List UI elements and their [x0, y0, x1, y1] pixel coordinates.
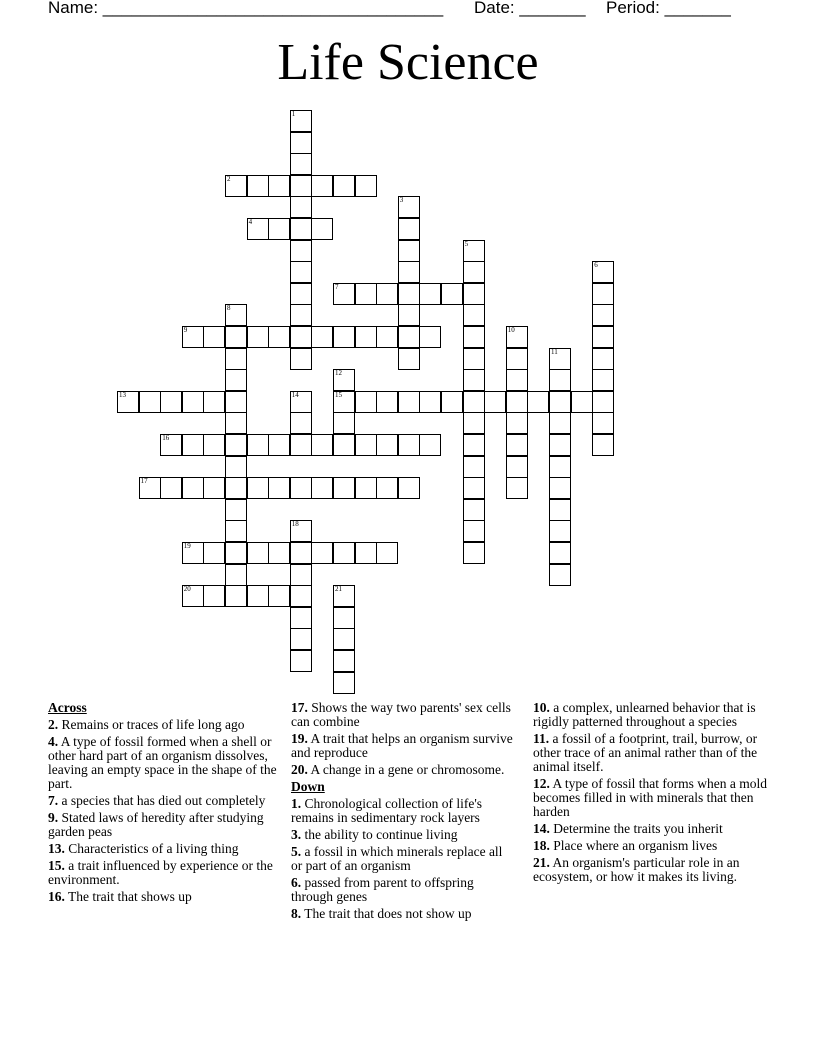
grid-cell[interactable] — [139, 477, 161, 499]
clue-item — [48, 890, 288, 904]
grid-cell[interactable] — [506, 348, 528, 370]
clue-item — [291, 732, 517, 760]
grid-cell[interactable] — [290, 110, 312, 132]
grid-cell[interactable] — [290, 412, 312, 434]
clue-item — [48, 859, 288, 887]
grid-cell[interactable] — [160, 434, 182, 456]
grid-cell[interactable] — [592, 391, 614, 413]
down-heading: Down — [291, 779, 325, 794]
clue-item — [48, 842, 288, 856]
clue-text: a complex, unlearned behavior that is rigidly patterned throughout a species — [533, 700, 756, 729]
grid-cell[interactable] — [549, 348, 571, 370]
grid-cell[interactable] — [290, 304, 312, 326]
grid-cell[interactable] — [182, 391, 204, 413]
clue-text: A trait that helps an organism survive and reproduce — [291, 731, 513, 760]
grid-cell[interactable] — [355, 391, 377, 413]
clue-text: Stated laws of heredity after studying garden peas — [48, 810, 264, 839]
grid-cell[interactable] — [139, 391, 161, 413]
clue-item — [291, 763, 517, 777]
clue-item — [533, 732, 773, 774]
grid-cell[interactable] — [592, 326, 614, 348]
grid-cell[interactable] — [268, 326, 290, 348]
grid-cell[interactable] — [333, 283, 355, 305]
grid-cell[interactable] — [268, 434, 290, 456]
grid-cell[interactable] — [419, 326, 441, 348]
clue-number: 6. — [291, 875, 302, 890]
clue-number: 5. — [291, 844, 302, 859]
grid-cell[interactable] — [592, 261, 614, 283]
grid-cell[interactable] — [506, 477, 528, 499]
clue-number: 7. — [48, 793, 59, 808]
grid-cell[interactable] — [398, 240, 420, 262]
clue-number: 16. — [48, 889, 65, 904]
clue-number-label: 14 — [291, 390, 299, 399]
grid-cell[interactable] — [290, 196, 312, 218]
grid-cell[interactable] — [484, 391, 506, 413]
grid-cell[interactable] — [333, 628, 355, 650]
clue-number: 2. — [48, 717, 59, 732]
clue-text: a species that has died out completely — [58, 793, 266, 808]
grid-cell[interactable] — [247, 542, 269, 564]
grid-cell[interactable] — [549, 542, 571, 564]
clue-item — [291, 876, 517, 904]
clue-number: 9. — [48, 810, 59, 825]
grid-cell[interactable] — [268, 218, 290, 240]
grid-cell[interactable] — [355, 283, 377, 305]
grid-cell[interactable] — [203, 391, 225, 413]
clue-number-label: 8 — [227, 304, 231, 313]
grid-cell[interactable] — [225, 175, 247, 197]
grid-cell[interactable] — [571, 391, 593, 413]
grid-cell[interactable] — [441, 391, 463, 413]
clue-number-label: 20 — [183, 585, 191, 594]
grid-cell[interactable] — [419, 283, 441, 305]
grid-cell[interactable] — [398, 434, 420, 456]
clue-text: Shows the way two parents' sex cells can combine — [291, 700, 511, 729]
grid-cell[interactable] — [398, 196, 420, 218]
clue-number-label: 21 — [335, 585, 342, 594]
clue-number: 18. — [533, 838, 550, 853]
grid-cell[interactable] — [549, 520, 571, 542]
grid-cell[interactable] — [333, 369, 355, 391]
grid-cell[interactable] — [376, 326, 398, 348]
grid-cell[interactable] — [225, 477, 247, 499]
clue-number: 13. — [48, 841, 65, 856]
clue-item — [48, 811, 288, 839]
grid-cell[interactable] — [182, 477, 204, 499]
grid-cell[interactable] — [592, 348, 614, 370]
clue-number: 3. — [291, 827, 302, 842]
grid-cell[interactable] — [225, 369, 247, 391]
grid-cell[interactable] — [290, 326, 312, 348]
grid-cell[interactable] — [527, 391, 549, 413]
clues-column-3 — [533, 701, 773, 887]
grid-cell[interactable] — [592, 434, 614, 456]
grid-cell[interactable] — [463, 240, 485, 262]
grid-cell[interactable] — [592, 369, 614, 391]
grid-cell[interactable] — [247, 218, 269, 240]
clue-text: A type of fossil formed when a shell or other hard part of an organism dissolves, leaving an empty space in the shape of the part. — [48, 734, 277, 791]
grid-cell[interactable] — [311, 477, 333, 499]
grid-cell[interactable] — [247, 326, 269, 348]
clue-number: 12. — [533, 776, 550, 791]
clue-number-label: 19 — [183, 542, 191, 550]
grid-cell[interactable] — [333, 175, 355, 197]
grid-cell[interactable] — [398, 477, 420, 499]
grid-cell[interactable] — [247, 175, 269, 197]
grid-cell[interactable] — [117, 391, 139, 413]
grid-cell[interactable] — [463, 499, 485, 521]
clue-number: 20. — [291, 762, 308, 777]
clue-number: 10. — [533, 700, 550, 715]
clue-text: A change in a gene or chromosome. — [307, 762, 505, 777]
clue-number-label: 13 — [119, 390, 126, 399]
grid-cell[interactable] — [225, 434, 247, 456]
grid-cell[interactable] — [592, 304, 614, 326]
grid-cell[interactable] — [398, 326, 420, 348]
grid-cell[interactable] — [355, 326, 377, 348]
grid-cell[interactable] — [592, 283, 614, 305]
grid-cell[interactable] — [376, 391, 398, 413]
grid-cell[interactable] — [182, 542, 204, 564]
grid-cell[interactable] — [268, 477, 290, 499]
grid-cell[interactable] — [463, 326, 485, 348]
grid-cell[interactable] — [333, 607, 355, 629]
grid-cell[interactable] — [268, 542, 290, 564]
clue-number: 11. — [533, 731, 550, 746]
grid-cell[interactable] — [290, 283, 312, 305]
clue-text: A type of fossil that forms when a mold becomes filled in with minerals that then harden — [533, 776, 767, 819]
grid-cell[interactable] — [398, 304, 420, 326]
grid-cell[interactable] — [549, 456, 571, 478]
clue-item — [533, 777, 773, 819]
clue-text: The trait that does not show up — [301, 906, 472, 921]
grid-cell[interactable] — [549, 391, 571, 413]
clue-number: 14. — [533, 821, 550, 836]
grid-cell[interactable] — [311, 175, 333, 197]
clue-text: a trait influenced by experience or the environment. — [48, 858, 273, 887]
grid-cell[interactable] — [549, 477, 571, 499]
grid-cell[interactable] — [549, 564, 571, 586]
grid-cell[interactable] — [203, 326, 225, 348]
clue-item — [291, 907, 517, 921]
grid-cell[interactable] — [225, 520, 247, 542]
grid-cell[interactable] — [419, 434, 441, 456]
grid-cell[interactable] — [506, 412, 528, 434]
grid-cell[interactable] — [333, 585, 355, 607]
grid-cell[interactable] — [592, 412, 614, 434]
grid-cell[interactable] — [419, 391, 441, 413]
grid-cell[interactable] — [225, 456, 247, 478]
grid-cell[interactable] — [203, 477, 225, 499]
grid-cell[interactable] — [290, 585, 312, 607]
grid-cell[interactable] — [182, 326, 204, 348]
date-field[interactable]: Date: _______ — [474, 0, 586, 17]
grid-cell[interactable] — [463, 261, 485, 283]
grid-cell[interactable] — [290, 240, 312, 262]
grid-cell[interactable] — [398, 283, 420, 305]
clue-item — [48, 794, 288, 808]
clue-number-label: 1 — [291, 110, 296, 118]
grid-cell[interactable] — [463, 304, 485, 326]
clue-number-label: 2 — [227, 174, 231, 183]
grid-cell[interactable] — [355, 542, 377, 564]
grid-cell[interactable] — [463, 369, 485, 391]
grid-cell[interactable] — [160, 477, 182, 499]
clue-number-label: 7 — [335, 282, 339, 291]
grid-cell[interactable] — [398, 261, 420, 283]
grid-cell[interactable] — [463, 434, 485, 456]
clue-number-label: 3 — [399, 196, 404, 205]
clue-text: Determine the traits you inherit — [549, 821, 723, 836]
grid-cell[interactable] — [290, 132, 312, 154]
grid-cell[interactable] — [290, 218, 312, 240]
clue-text: Place where an organism lives — [549, 838, 718, 853]
grid-cell[interactable] — [355, 434, 377, 456]
grid-cell[interactable] — [333, 672, 355, 694]
clue-text: a fossil of a footprint, trail, burrow, or other trace of an animal rather than of the animal itself. — [533, 731, 758, 774]
grid-cell[interactable] — [247, 477, 269, 499]
grid-cell[interactable] — [333, 326, 355, 348]
clue-number-label: 9 — [183, 326, 188, 334]
clue-item — [291, 828, 517, 842]
grid-cell[interactable] — [506, 369, 528, 391]
clue-item — [533, 839, 773, 853]
grid-cell[interactable] — [333, 434, 355, 456]
grid-cell[interactable] — [268, 585, 290, 607]
grid-cell[interactable] — [290, 391, 312, 413]
grid-cell[interactable] — [225, 564, 247, 586]
grid-cell[interactable] — [182, 434, 204, 456]
grid-cell[interactable] — [247, 434, 269, 456]
grid-cell[interactable] — [506, 434, 528, 456]
clue-item — [291, 701, 517, 729]
grid-cell[interactable] — [333, 412, 355, 434]
grid-cell[interactable] — [225, 585, 247, 607]
clue-item — [533, 856, 773, 884]
grid-cell[interactable] — [311, 326, 333, 348]
grid-cell[interactable] — [225, 326, 247, 348]
name-field[interactable]: Name: ____________________________________ — [48, 0, 444, 17]
grid-cell[interactable] — [290, 348, 312, 370]
grid-cell[interactable] — [290, 520, 312, 542]
period-field[interactable]: Period: _______ — [606, 0, 731, 17]
grid-cell[interactable] — [376, 477, 398, 499]
grid-cell[interactable] — [225, 391, 247, 413]
clue-text: Chronological collection of life's remains in sedimentary rock layers — [291, 796, 483, 825]
grid-cell[interactable] — [290, 175, 312, 197]
grid-cell[interactable] — [311, 434, 333, 456]
clue-text: The trait that shows up — [64, 889, 192, 904]
clue-number-label: 17 — [140, 477, 148, 486]
grid-cell[interactable] — [290, 477, 312, 499]
grid-cell[interactable] — [463, 477, 485, 499]
grid-cell[interactable] — [225, 348, 247, 370]
grid-cell[interactable] — [441, 283, 463, 305]
clue-number-label: 12 — [335, 369, 342, 378]
clues-column-1 — [48, 701, 288, 907]
grid-cell[interactable] — [376, 542, 398, 564]
grid-cell[interactable] — [355, 175, 377, 197]
clue-item — [48, 718, 288, 732]
grid-cell[interactable] — [506, 326, 528, 348]
clue-number-label: 5 — [464, 239, 469, 248]
grid-cell[interactable] — [290, 434, 312, 456]
clue-number: 21. — [533, 855, 550, 870]
grid-cell[interactable] — [290, 153, 312, 175]
grid-cell[interactable] — [506, 391, 528, 413]
grid-cell[interactable] — [290, 650, 312, 672]
clue-item — [291, 845, 517, 873]
clue-number: 17. — [291, 700, 308, 715]
clue-text: the ability to continue living — [301, 827, 458, 842]
grid-cell[interactable] — [376, 283, 398, 305]
grid-cell[interactable] — [398, 391, 420, 413]
grid-cell[interactable] — [268, 175, 290, 197]
clue-number-label: 11 — [551, 347, 558, 356]
clue-item — [291, 797, 517, 825]
grid-cell[interactable] — [290, 607, 312, 629]
clue-number: 4. — [48, 734, 59, 749]
grid-cell[interactable] — [290, 542, 312, 564]
grid-cell[interactable] — [463, 283, 485, 305]
clue-number: 1. — [291, 796, 302, 811]
grid-cell[interactable] — [225, 412, 247, 434]
grid-cell[interactable] — [355, 477, 377, 499]
clue-item — [533, 822, 773, 836]
clue-text: Remains or traces of life long ago — [58, 717, 245, 732]
grid-cell[interactable] — [463, 542, 485, 564]
clue-text: passed from parent to offspring through genes — [291, 875, 474, 904]
grid-cell[interactable] — [203, 434, 225, 456]
grid-cell[interactable] — [225, 542, 247, 564]
grid-cell[interactable] — [463, 348, 485, 370]
clues-column-2 — [291, 701, 517, 924]
grid-cell[interactable] — [247, 585, 269, 607]
grid-cell[interactable] — [463, 456, 485, 478]
clue-number-label: 6 — [594, 261, 598, 270]
grid-cell[interactable] — [463, 391, 485, 413]
page-title: Life Science — [277, 34, 539, 91]
grid-cell[interactable] — [225, 304, 247, 326]
clue-text: An organism's particular role in an ecosystem, or how it makes its living. — [533, 855, 740, 884]
clue-item — [533, 701, 773, 729]
grid-cell[interactable] — [203, 585, 225, 607]
clue-item — [48, 735, 288, 791]
clue-number: 19. — [291, 731, 308, 746]
clue-number-label: 4 — [248, 218, 253, 226]
clue-text: Characteristics of a living thing — [64, 841, 239, 856]
grid-cell[interactable] — [290, 261, 312, 283]
grid-cell[interactable] — [182, 585, 204, 607]
grid-cell[interactable] — [398, 348, 420, 370]
grid-cell[interactable] — [549, 412, 571, 434]
grid-cell[interactable] — [333, 650, 355, 672]
grid-cell[interactable] — [506, 456, 528, 478]
grid-cell[interactable] — [311, 542, 333, 564]
clue-number: 8. — [291, 906, 302, 921]
grid-cell[interactable] — [376, 434, 398, 456]
clue-number-label: 16 — [162, 434, 170, 442]
grid-cell[interactable] — [203, 542, 225, 564]
grid-cell[interactable] — [290, 564, 312, 586]
grid-cell[interactable] — [333, 391, 355, 413]
grid-cell[interactable] — [549, 434, 571, 456]
grid-cell[interactable] — [160, 391, 182, 413]
grid-cell[interactable] — [290, 628, 312, 650]
grid-cell[interactable] — [549, 369, 571, 391]
grid-cell[interactable] — [398, 218, 420, 240]
grid-cell[interactable] — [333, 542, 355, 564]
grid-cell[interactable] — [549, 499, 571, 521]
grid-cell[interactable] — [311, 218, 333, 240]
clue-number-label: 18 — [291, 520, 299, 529]
grid-cell[interactable] — [333, 477, 355, 499]
clue-number-label: 15 — [335, 390, 342, 399]
clue-number: 15. — [48, 858, 65, 873]
grid-cell[interactable] — [225, 499, 247, 521]
clue-text: a fossil in which minerals replace all or part of an organism — [291, 844, 503, 873]
clue-number-label: 10 — [507, 326, 515, 334]
grid-cell[interactable] — [463, 412, 485, 434]
across-heading: Across — [48, 700, 87, 715]
grid-cell[interactable] — [463, 520, 485, 542]
